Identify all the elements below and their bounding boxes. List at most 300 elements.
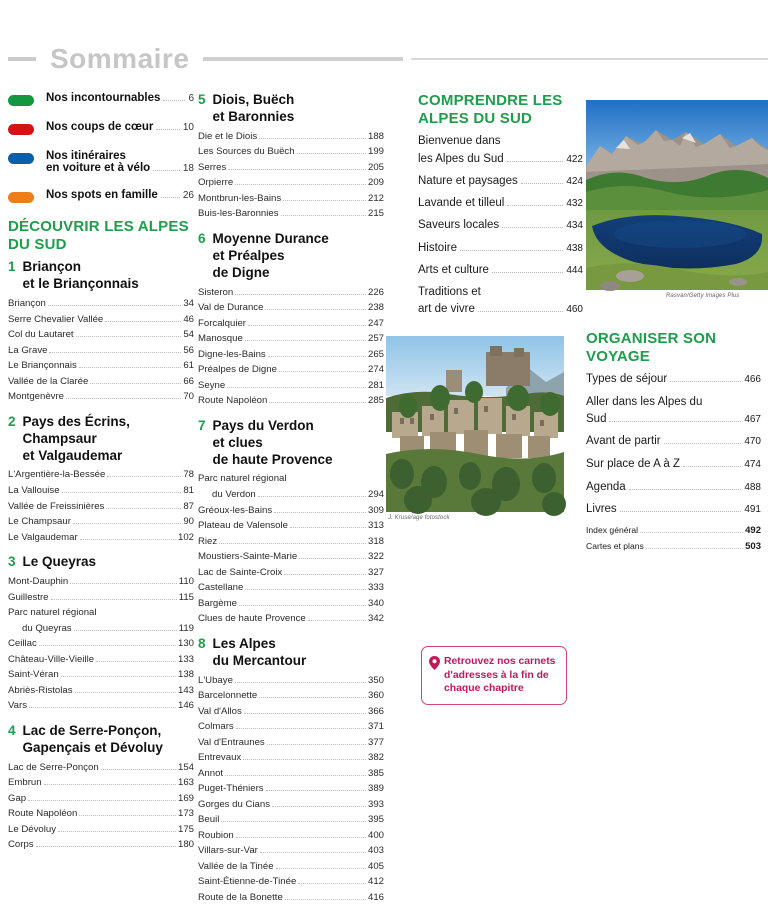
toc-entry[interactable] — [198, 331, 384, 347]
toc-entry-name: L'Ubaye — [198, 674, 233, 686]
chapter-title-line: et Baronnies — [212, 108, 295, 124]
comprendre-entry[interactable] — [418, 217, 583, 234]
leader-dots — [478, 311, 563, 312]
toc-entry-page: 180 — [177, 839, 194, 851]
toc-entry[interactable] — [8, 822, 194, 838]
organiser-entry-page: 474 — [744, 459, 761, 471]
chapter — [198, 418, 384, 627]
leader-dots — [219, 543, 366, 544]
alpine-lake-photo-credit: Rasvan/Getty Images Plus — [666, 293, 740, 299]
highlight-row[interactable] — [8, 150, 194, 174]
organiser-entry-page: 470 — [744, 436, 761, 448]
red-chip — [8, 124, 34, 135]
highlight-page: 10 — [182, 122, 194, 133]
toc-entry-name: Briançon — [8, 298, 46, 310]
toc-entry-page: 130 — [177, 638, 194, 650]
highlight-label: Nos coups de cœur — [46, 121, 154, 133]
toc-entry-page: 281 — [367, 379, 384, 391]
chapter-title-line: Pays du Verdon — [212, 417, 314, 433]
organiser-entry[interactable] — [586, 371, 761, 388]
toc-entry[interactable] — [8, 760, 194, 776]
chapter-title-line: de Digne — [212, 264, 270, 280]
toc-entry[interactable] — [8, 312, 194, 328]
chapter-number: 7 — [198, 417, 206, 433]
toc-entry[interactable] — [198, 766, 384, 782]
column-two — [198, 92, 384, 914]
toc-entry-name: Serre Chevalier Vallée — [8, 313, 104, 325]
leader-dots — [44, 784, 176, 785]
leader-dots — [281, 215, 366, 216]
leader-dots — [66, 398, 181, 399]
chapter-title-line: Briançon — [22, 259, 82, 275]
chapters-column-two — [198, 92, 384, 905]
toc-entry-name: Le Valgaudemar — [8, 531, 78, 543]
chapter-number: 6 — [198, 230, 206, 246]
toc-entry-page: 340 — [367, 597, 384, 609]
leader-dots — [62, 492, 182, 493]
toc-entry[interactable] — [8, 806, 194, 822]
leader-dots — [106, 508, 181, 509]
chapters-column-one — [8, 259, 194, 852]
toc-entry[interactable] — [198, 874, 384, 890]
toc-entry-name: Embrun — [8, 777, 42, 789]
toc-entry-name: Bargème — [198, 597, 237, 609]
toc-entry-page: 175 — [177, 823, 194, 835]
toc-entry-page: 102 — [177, 531, 194, 543]
toc-entry[interactable] — [198, 812, 384, 828]
organiser-index-entry[interactable] — [586, 540, 761, 554]
toc-entry-page: 322 — [367, 551, 384, 563]
toc-entry[interactable] — [8, 530, 194, 546]
chapter-title-line: Moyenne Durance — [212, 230, 329, 246]
toc-entry[interactable] — [8, 791, 194, 807]
leader-dots — [70, 583, 176, 584]
organiser-entry[interactable] — [586, 394, 761, 427]
toc-entry-name: Vallée de la Clarée — [8, 375, 89, 387]
toc-entry[interactable] — [198, 316, 384, 332]
toc-entry[interactable] — [8, 775, 194, 791]
comprendre-entry[interactable] — [418, 240, 583, 257]
comprendre-entry-name-2: art de vivre — [418, 303, 475, 316]
toc-entry[interactable] — [8, 683, 194, 699]
toc-entry[interactable] — [8, 837, 194, 853]
highlights-list — [8, 92, 194, 203]
comprendre-entry-page: 432 — [566, 198, 583, 210]
leader-dots — [269, 402, 366, 403]
orange-chip — [8, 192, 34, 203]
chapter — [198, 231, 384, 409]
chapter-heading[interactable] — [198, 231, 384, 282]
toc-entry[interactable] — [198, 393, 384, 409]
toc-entry-name: L'Argentière-la-Bessée — [8, 469, 106, 481]
toc-entry-name: Castellane — [198, 582, 244, 594]
leader-dots — [76, 336, 182, 337]
toc-entry[interactable] — [198, 797, 384, 813]
toc-entry[interactable] — [198, 175, 384, 191]
carnets-callout[interactable] — [421, 646, 567, 705]
toc-entry-page: 34 — [183, 298, 194, 310]
toc-entry-name: Puget-Théniers — [198, 783, 264, 795]
chapter-title-line: Les Alpes — [212, 635, 276, 651]
toc-entry-name: Villars-sur-Var — [198, 845, 258, 857]
toc-entry-page: 87 — [183, 500, 194, 512]
chapter-heading[interactable] — [8, 554, 194, 571]
organiser-entry-name: Livres — [586, 503, 617, 516]
toc-entry-name: Gréoux-les-Bains — [198, 504, 273, 516]
column-three — [418, 92, 583, 324]
toc-entry[interactable] — [198, 518, 384, 534]
organiser-entry[interactable] — [586, 456, 761, 473]
leader-dots — [243, 759, 366, 760]
toc-entry-page: 169 — [177, 792, 194, 804]
toc-entry[interactable] — [198, 719, 384, 735]
leader-dots — [609, 421, 741, 422]
leader-dots — [75, 692, 176, 693]
toc-entry[interactable] — [8, 499, 194, 515]
toc-entry[interactable] — [8, 605, 194, 621]
toc-entry-name: Préalpes de Digne — [198, 364, 277, 376]
toc-entry[interactable] — [198, 487, 384, 503]
leader-dots — [259, 697, 366, 698]
highlight-row[interactable] — [8, 92, 194, 106]
chapter-title — [23, 259, 139, 293]
toc-entry[interactable] — [8, 667, 194, 683]
comprendre-entry[interactable] — [418, 133, 583, 168]
toc-entry[interactable] — [198, 673, 384, 689]
comprendre-entry-name: Nature et paysages — [418, 174, 518, 187]
toc-entry[interactable] — [8, 296, 194, 312]
leader-dots — [105, 321, 181, 322]
chapter-heading[interactable] — [198, 418, 384, 469]
leader-dots — [507, 161, 564, 162]
leader-dots — [507, 205, 563, 206]
toc-entry[interactable] — [8, 514, 194, 530]
toc-entry-name: Val d'Allos — [198, 705, 242, 717]
comprendre-heading-line1: COMPRENDRE — [418, 92, 529, 109]
chapter-number: 2 — [8, 413, 16, 429]
organiser-heading-line2: SON VOYAGE — [586, 330, 717, 365]
header-rule-thin — [411, 58, 768, 60]
leader-dots — [80, 539, 176, 540]
toc-entry[interactable] — [198, 534, 384, 550]
toc-entry-name: Le Dévoluy — [8, 823, 56, 835]
toc-entry[interactable] — [198, 859, 384, 875]
toc-entry-page: 257 — [367, 333, 384, 345]
toc-entry-page: 247 — [367, 317, 384, 329]
chapter — [8, 554, 194, 714]
chapter-title-line: et Préalpes — [212, 247, 285, 263]
comprendre-entry-name: Bienvenue dans — [418, 135, 501, 148]
organiser-entry-page: 467 — [744, 413, 761, 425]
page-title: Sommaire — [50, 43, 190, 74]
leader-dots — [101, 769, 176, 770]
comprendre-entry[interactable] — [418, 173, 583, 190]
toc-entry[interactable] — [8, 621, 194, 637]
toc-entry[interactable] — [8, 358, 194, 374]
organiser-entry-name: Aller dans les Alpes du — [586, 396, 703, 409]
toc-entry-page: 226 — [367, 286, 384, 298]
leader-dots — [107, 476, 181, 477]
leader-dots — [620, 511, 742, 512]
toc-entry-name: Le Briançonnais — [8, 360, 77, 372]
highlight-label-second-line: en voiture et à vélo — [46, 162, 151, 174]
toc-entry[interactable] — [198, 750, 384, 766]
toc-entry[interactable] — [198, 549, 384, 565]
toc-entry[interactable] — [198, 890, 384, 906]
comprendre-list — [418, 133, 583, 318]
toc-entry[interactable] — [8, 374, 194, 390]
highlight-label: Nos incontournables — [46, 92, 161, 104]
toc-entry[interactable] — [8, 483, 194, 499]
toc-entry[interactable] — [198, 843, 384, 859]
callout-line-3: chaque chapitre — [444, 683, 524, 695]
toc-entry-name: Montgenèvre — [8, 391, 64, 403]
leader-dots — [274, 512, 366, 513]
leader-dots — [28, 800, 176, 801]
leader-dots — [235, 184, 366, 185]
leader-dots — [245, 340, 366, 341]
leader-dots — [258, 496, 366, 497]
chapter — [8, 723, 194, 853]
leader-dots — [502, 227, 563, 228]
toc-entry[interactable] — [8, 652, 194, 668]
toc-entry[interactable] — [198, 378, 384, 394]
toc-entry-name: Parc naturel régional — [198, 473, 287, 485]
highlight-row[interactable] — [8, 189, 194, 203]
leader-dots — [285, 899, 366, 900]
leader-dots — [227, 387, 366, 388]
leader-dots — [268, 356, 366, 357]
toc-entry-page: 393 — [367, 798, 384, 810]
toc-entry[interactable] — [8, 343, 194, 359]
leader-dots — [236, 837, 366, 838]
toc-entry-name: Plateau de Valensole — [198, 520, 288, 532]
organiser-index-entry-name: Cartes et plans — [586, 541, 644, 552]
chapter-title-line: et Valgaudemar — [22, 447, 123, 463]
toc-entry-name: Route Napoléon — [8, 808, 78, 820]
toc-entry-page: 133 — [177, 653, 194, 665]
organiser-list — [586, 371, 761, 518]
toc-entry[interactable] — [8, 389, 194, 405]
toc-entry-page: 205 — [367, 161, 384, 173]
toc-entry-page: 416 — [367, 891, 384, 903]
callout-text — [444, 655, 555, 696]
toc-entry-name: Saint-Étienne-de-Tinée — [198, 876, 297, 888]
leader-dots — [61, 676, 176, 677]
toc-entry-name: Le Champsaur — [8, 516, 71, 528]
comprendre-entry[interactable] — [418, 262, 583, 279]
toc-entry[interactable] — [198, 503, 384, 519]
toc-entry-page: 119 — [178, 622, 194, 634]
toc-entry-page: 350 — [367, 674, 384, 686]
comprendre-entry-name: Saveurs locales — [418, 219, 500, 232]
toc-entry[interactable] — [198, 285, 384, 301]
toc-entry-name: Val d'Entraunes — [198, 736, 265, 748]
toc-entry[interactable] — [198, 347, 384, 363]
organiser-section — [586, 330, 761, 557]
toc-entry[interactable] — [8, 574, 194, 590]
leader-dots — [221, 821, 366, 822]
leader-dots — [460, 250, 563, 251]
toc-entry-name: Colmars — [198, 721, 234, 733]
toc-entry[interactable] — [8, 590, 194, 606]
chapter-title-line: de haute Provence — [212, 451, 333, 467]
organiser-entry[interactable] — [586, 433, 761, 450]
toc-entry[interactable] — [198, 735, 384, 751]
chapter-title-line: Lac de Serre-Ponçon, — [22, 722, 162, 738]
toc-entry[interactable] — [8, 467, 194, 483]
toc-entry[interactable] — [198, 144, 384, 160]
toc-entry[interactable] — [198, 688, 384, 704]
leader-dots — [245, 589, 366, 590]
chapter-heading[interactable] — [8, 259, 194, 293]
organiser-index-entry-page: 503 — [745, 541, 761, 553]
leader-dots — [235, 294, 366, 295]
toc-entry-page: 403 — [367, 845, 384, 857]
toc-entry-page: 342 — [367, 613, 384, 625]
chapter-title — [23, 554, 97, 571]
organiser-index-list — [586, 524, 761, 555]
leader-dots — [79, 367, 182, 368]
toc-entry[interactable] — [198, 160, 384, 176]
toc-entry-page: 110 — [178, 576, 194, 587]
toc-entry-name: Route de la Bonette — [198, 891, 283, 903]
toc-entry-name: Roubion — [198, 829, 234, 841]
organiser-entry-page: 466 — [744, 374, 761, 386]
chapter-heading[interactable] — [198, 92, 384, 126]
toc-entry-page: 163 — [177, 777, 194, 789]
toc-entry[interactable] — [198, 704, 384, 720]
comprendre-entry[interactable] — [418, 284, 583, 319]
leader-dots — [58, 831, 176, 832]
toc-entry-page: 360 — [367, 690, 384, 702]
toc-entry[interactable] — [198, 580, 384, 596]
toc-entry-name: Barcelonnette — [198, 690, 258, 702]
leader-dots — [267, 744, 366, 745]
toc-entry[interactable] — [198, 206, 384, 222]
comprendre-entry-second-line — [418, 151, 583, 168]
leader-dots — [248, 325, 366, 326]
comprendre-entry-page: 422 — [566, 153, 583, 165]
leader-dots — [73, 523, 181, 524]
toc-entry[interactable] — [8, 327, 194, 343]
toc-entry[interactable] — [198, 596, 384, 612]
chapter-heading[interactable] — [8, 414, 194, 465]
toc-entry[interactable] — [198, 611, 384, 627]
organiser-entry[interactable] — [586, 479, 761, 496]
toc-entry-page: 154 — [177, 761, 194, 773]
decouvrir-heading-line1: DÉCOUVRIR — [8, 218, 100, 235]
toc-entry-page: 400 — [367, 829, 384, 841]
toc-entry-name: Vallée de Freissinières — [8, 500, 105, 512]
toc-entry[interactable] — [198, 129, 384, 145]
comprendre-entry-page: 434 — [566, 220, 583, 232]
toc-entry-page: 265 — [367, 348, 384, 360]
chapter-title — [213, 636, 307, 670]
leader-dots — [236, 728, 366, 729]
toc-entry-page: 395 — [367, 814, 384, 826]
organiser-index-entry[interactable] — [586, 524, 761, 538]
leader-dots — [664, 443, 742, 444]
comprendre-entry-name: Arts et culture — [418, 263, 489, 276]
toc-entry-name: Route Napoléon — [198, 395, 268, 407]
toc-entry-page: 377 — [367, 736, 384, 748]
toc-entry-name: Corps — [8, 839, 34, 851]
toc-entry[interactable] — [198, 300, 384, 316]
toc-entry[interactable] — [198, 191, 384, 207]
toc-entry-name: Annot — [198, 767, 224, 779]
comprendre-entry-name: Lavande et tilleul — [418, 197, 505, 210]
page-header — [0, 42, 768, 76]
leader-dots — [29, 707, 176, 708]
toc-entry-page: 309 — [367, 504, 384, 516]
leader-dots — [279, 371, 366, 372]
toc-entry-page: 146 — [177, 700, 194, 712]
callout-line-2: d'adresses à la fin de — [444, 669, 549, 681]
toc-entry-page: 90 — [183, 516, 194, 528]
toc-entry-page: 173 — [177, 808, 194, 820]
toc-entry[interactable] — [8, 698, 194, 714]
toc-entry-name: La Vallouise — [8, 485, 60, 496]
hilltop-village-photo-credit: J. Kruse/age fotostock — [388, 515, 450, 521]
toc-entry-page: 285 — [367, 395, 384, 407]
toc-entry-page: 70 — [183, 391, 194, 403]
chapter — [198, 92, 384, 222]
toc-entry[interactable] — [198, 362, 384, 378]
organiser-heading — [586, 330, 761, 365]
callout-line-1: Retrouvez nos carnets — [444, 656, 556, 667]
toc-entry-name: Riez — [198, 535, 218, 547]
comprendre-entry-page: 438 — [566, 242, 583, 254]
leader-dots — [74, 630, 177, 631]
toc-entry-page: 318 — [367, 535, 384, 547]
header-rule-left — [8, 57, 36, 61]
toc-entry-name: Abriès-Ristolas — [8, 684, 73, 696]
leader-dots — [276, 868, 366, 869]
organiser-entry-second-line — [586, 411, 761, 428]
leader-dots — [96, 661, 176, 662]
comprendre-entry-second-line — [418, 301, 583, 318]
alpine-lake-photo — [586, 100, 768, 290]
toc-entry-name: Entrevaux — [198, 752, 242, 764]
chapter-heading[interactable] — [198, 636, 384, 670]
toc-entry[interactable] — [8, 636, 194, 652]
chapter-number: 3 — [8, 554, 16, 570]
chapter-title — [213, 418, 333, 469]
toc-entry-page: 327 — [367, 566, 384, 578]
toc-entry[interactable] — [198, 781, 384, 797]
toc-entry-name: Parc naturel régional — [8, 607, 97, 619]
toc-entry-page: 382 — [367, 752, 384, 764]
toc-entry-page: 238 — [367, 302, 384, 314]
highlight-row[interactable] — [8, 121, 194, 135]
toc-entry-page: 389 — [367, 783, 384, 795]
map-pin-icon — [429, 656, 440, 675]
chapter — [8, 259, 194, 404]
toc-entry[interactable] — [198, 565, 384, 581]
leader-dots — [235, 682, 366, 683]
comprendre-entry-page: 460 — [566, 304, 583, 316]
comprendre-entry[interactable] — [418, 195, 583, 212]
organiser-index-entry-page: 492 — [745, 525, 761, 537]
toc-entry-name: Château-Ville-Vieille — [8, 653, 95, 665]
chapter-heading[interactable] — [8, 723, 194, 757]
toc-entry[interactable] — [198, 828, 384, 844]
toc-entry[interactable] — [198, 471, 384, 487]
toc-entry-name: Buis-les-Baronnies — [198, 208, 279, 220]
organiser-entry[interactable] — [586, 501, 761, 518]
highlight-page: 18 — [182, 163, 194, 174]
